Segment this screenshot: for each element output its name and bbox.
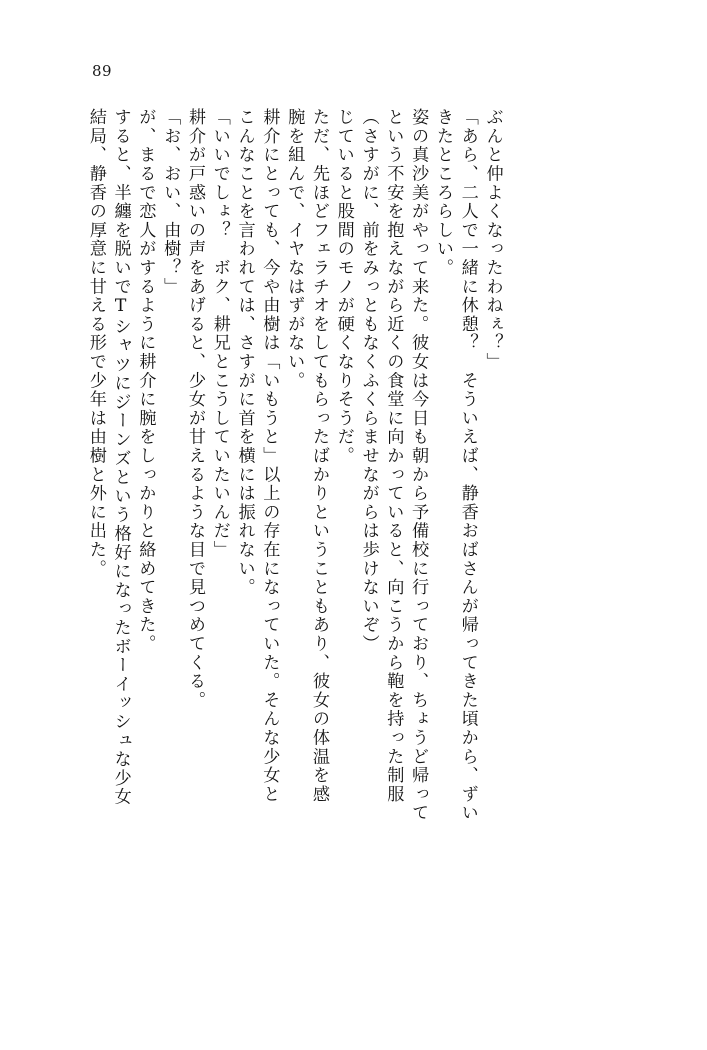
text-column: 「いいでしょ？ ボク、耕兄とこうしていたいんだ」 xyxy=(209,108,230,560)
text-column: という不安を抱えながら近くの食堂に向かっていると、向こうから鞄を持った制服 xyxy=(383,108,404,804)
text-column: 姿の真沙美がやって来た。彼女は今日も朝から予備校に行っており、ちょうど帰って xyxy=(408,108,429,823)
text-column: 耕介が戸惑いの声をあげると、少女が甘えるような目で見つめてくる。 xyxy=(184,108,205,710)
text-column: 結局、静香の厚意に甘える形で少年は由樹と外に出た。 xyxy=(85,108,106,578)
text-column: すると、半纏を脱いでTシャツにジーンズという格好になったボーイッシュな少女 xyxy=(110,108,131,807)
text-column: じていると股間のモノが硬くなりそうだ。 xyxy=(333,108,354,466)
vertical-text-block xyxy=(79,108,639,960)
text-column: こんなことを言われては、さすがに首を横には振れない。 xyxy=(234,108,255,597)
text-column: きたところらしい。 xyxy=(432,108,453,278)
page-number: 89 xyxy=(92,62,113,80)
text-column: ぶんと仲よくなったわねぇ？」 xyxy=(482,108,503,372)
text-column: 腕を組んで、イヤなはずがない。 xyxy=(284,108,305,390)
text-column: （さすがに、前をみっともなくふくらませながらは歩けないぞ） xyxy=(358,108,379,654)
text-column: 「お、おい、由樹？」 xyxy=(160,108,181,296)
text-column: ただ、先ほどフェラチオをしてもらったばかりということもあり、彼女の体温を感 xyxy=(308,108,329,804)
text-column: 「あら、二人で一緒に休憩？ そういえば、静香おばさんが帰ってきた頃から、ずい xyxy=(457,108,478,823)
text-column: 耕介にとっても、今や由樹は「いもうと」以上の存在になっていた。そんな少女と xyxy=(259,108,280,804)
text-column: が、まるで恋人がするように耕介に腕をしっかりと絡めてきた。 xyxy=(135,108,156,654)
